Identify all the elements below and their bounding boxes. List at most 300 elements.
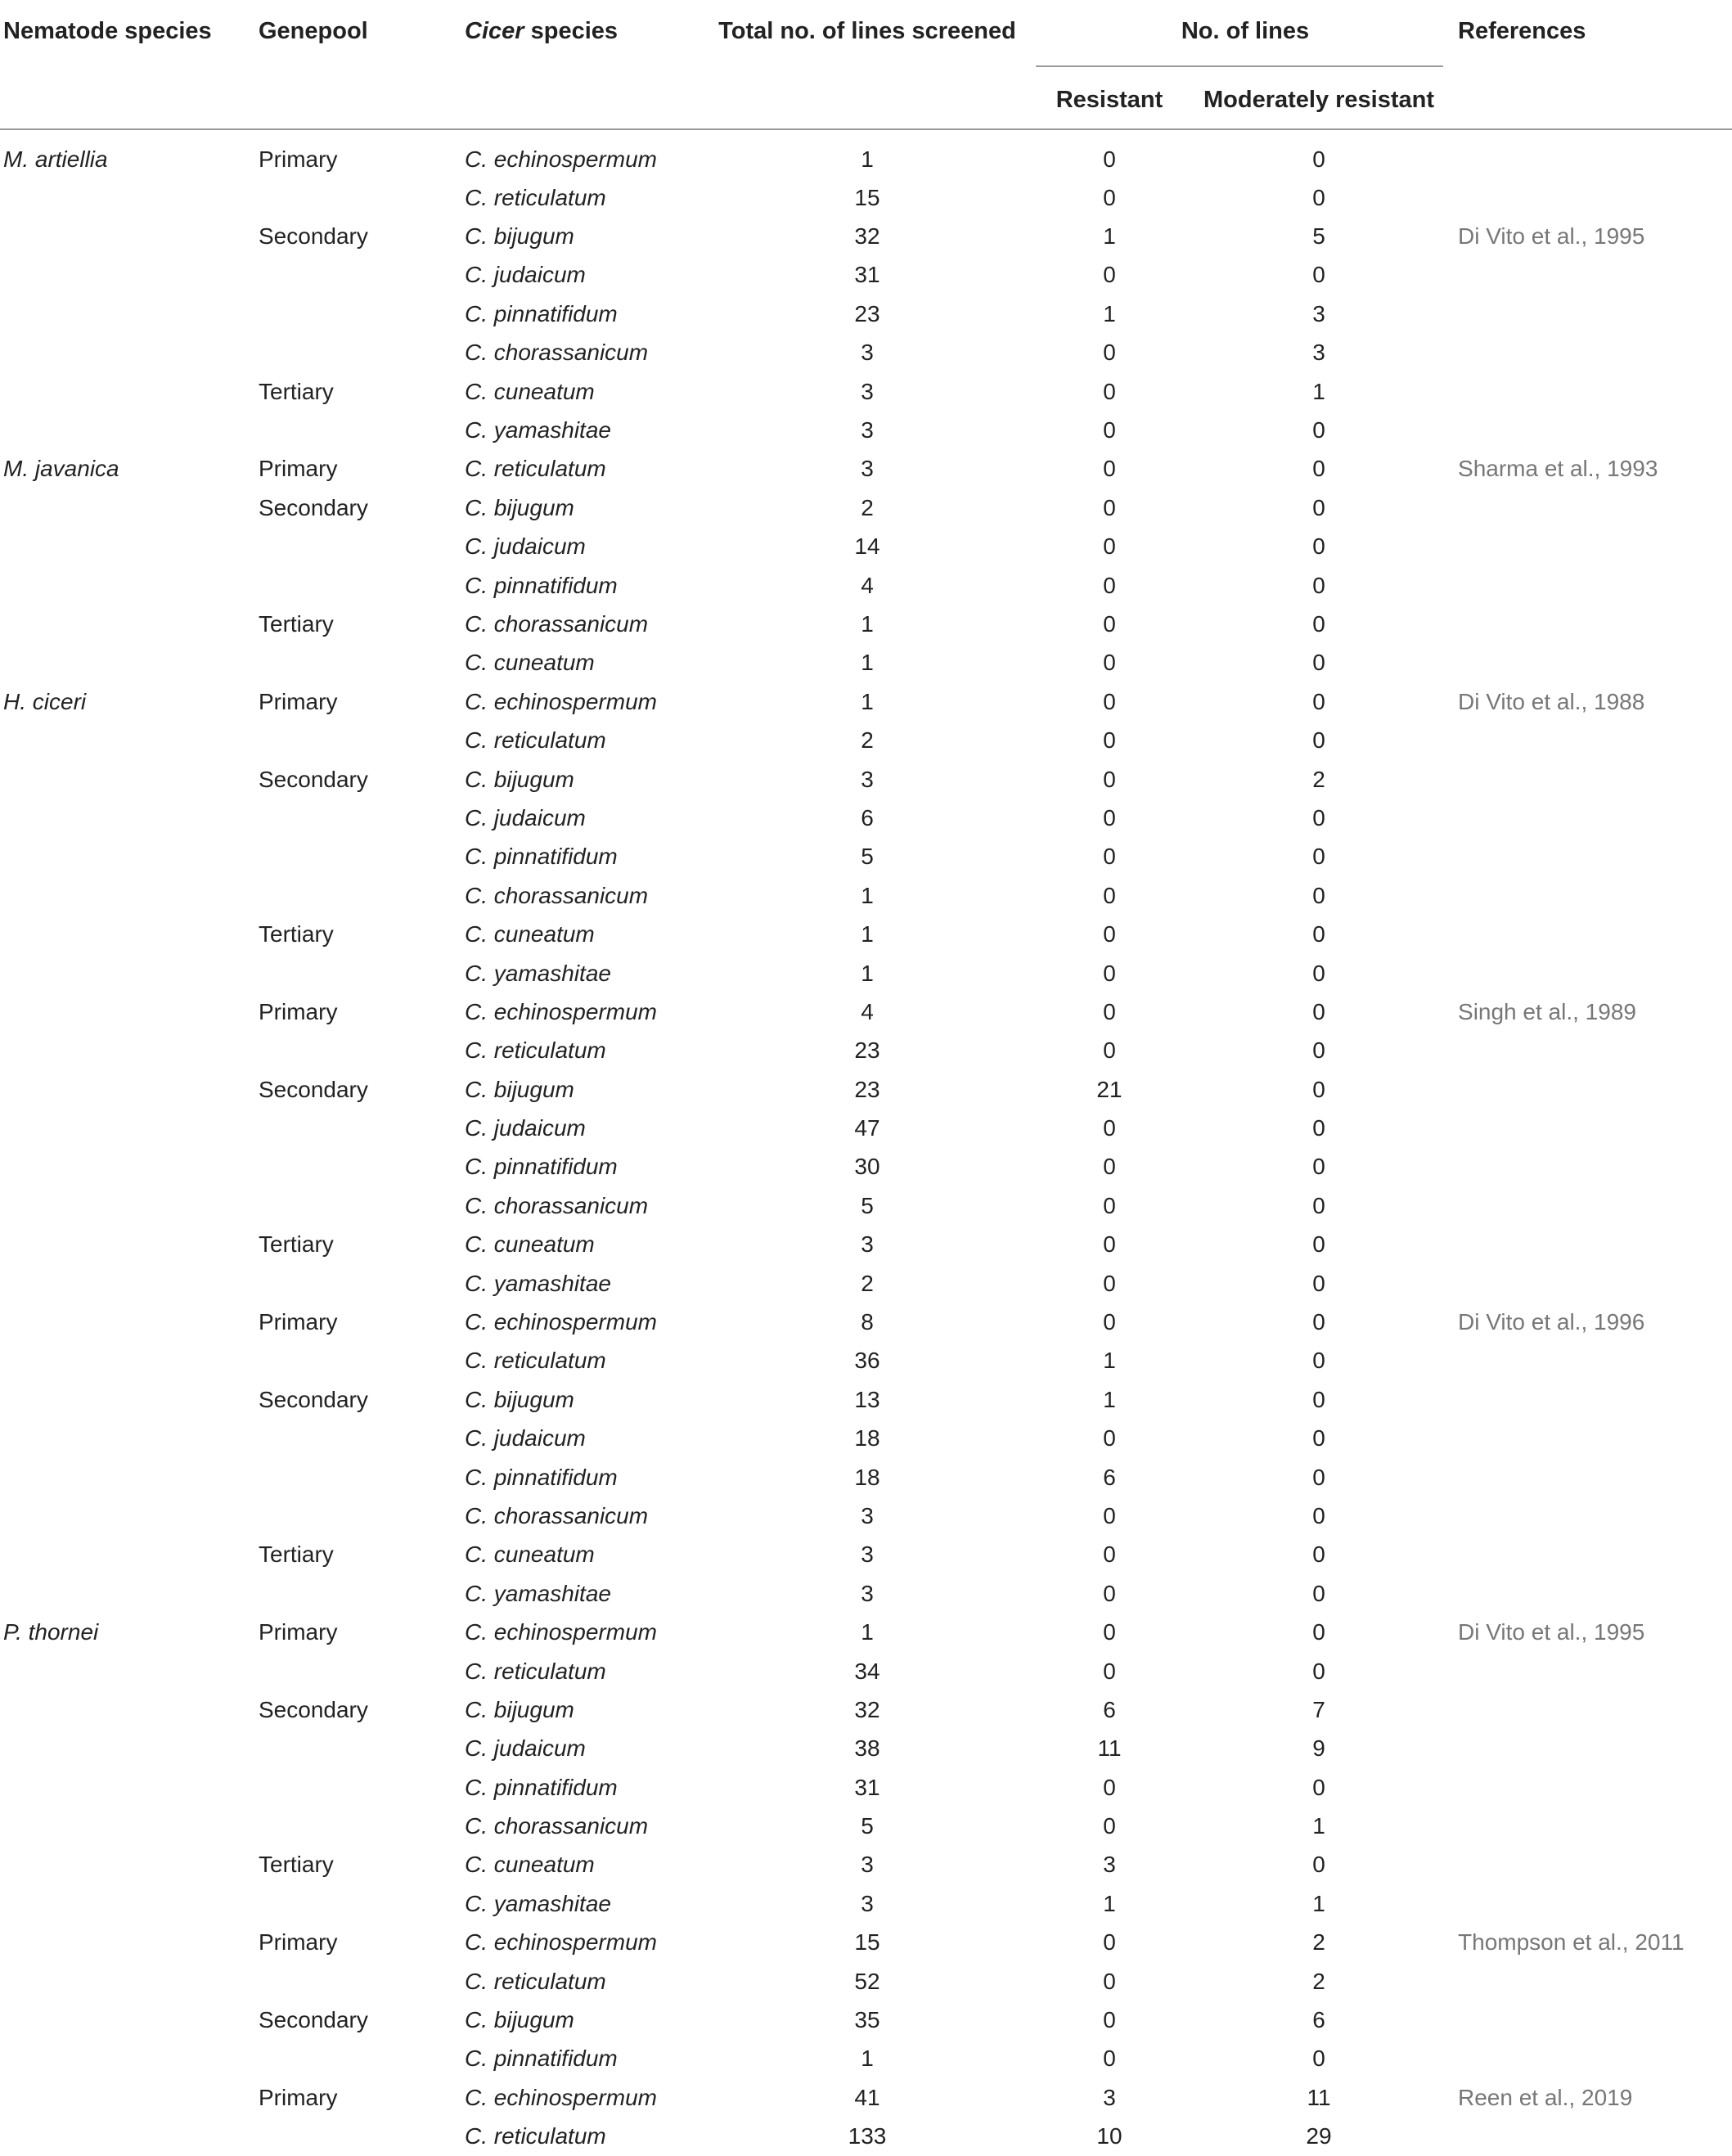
cell-resistant: 6 [1103, 1464, 1116, 1490]
cell-nematode-species [0, 217, 255, 255]
cell-genepool [255, 528, 461, 566]
cell-nematode-species [0, 1420, 255, 1458]
table-row [0, 1807, 1732, 1845]
cell-total-lines: 3 [861, 1580, 874, 1606]
cell-moderately-resistant: 6 [1312, 2007, 1325, 2033]
cell-moderately-resistant: 0 [1312, 494, 1325, 520]
cell-moderately-resistant: 0 [1312, 1542, 1325, 1568]
cell-genepool [255, 1884, 461, 1923]
cell-genepool [255, 954, 461, 992]
cell-cicer-species: C. echinospermum [465, 688, 657, 714]
cell-genepool [255, 295, 461, 333]
cell-cicer-species: C. chorassanicum [465, 1192, 649, 1218]
cell-genepool: Tertiary [259, 921, 334, 947]
cell-resistant: 0 [1103, 688, 1116, 714]
cell-total-lines: 1 [861, 1619, 874, 1645]
cell-reference [1455, 915, 1732, 953]
cell-moderately-resistant: 1 [1312, 1813, 1325, 1839]
cell-moderately-resistant: 0 [1312, 1852, 1325, 1878]
table-row [0, 2001, 1732, 2039]
cell-moderately-resistant: 0 [1312, 1774, 1325, 1800]
cell-resistant: 1 [1103, 1890, 1116, 1916]
cell-moderately-resistant: 2 [1312, 1929, 1325, 1956]
cell-cicer-species: C. chorassanicum [465, 340, 649, 366]
cell-nematode-species [0, 605, 255, 643]
cell-genepool: Primary [259, 456, 338, 482]
cell-moderately-resistant: 0 [1312, 1580, 1325, 1606]
table-row [0, 644, 1732, 682]
cell-cicer-species: C. cuneatum [465, 921, 595, 947]
cell-total-lines: 18 [854, 1464, 880, 1490]
cell-genepool [255, 1807, 461, 1845]
cell-nematode-species [0, 1924, 255, 1962]
cell-moderately-resistant: 0 [1312, 572, 1325, 598]
cell-nematode-species [0, 1846, 255, 1884]
cell-total-lines: 2 [861, 1270, 874, 1296]
cell-nematode-species [0, 295, 255, 333]
cell-total-lines: 133 [848, 2123, 887, 2149]
cell-nematode-species [0, 1690, 255, 1729]
cell-resistant: 0 [1103, 1231, 1116, 1258]
cell-resistant: 0 [1103, 340, 1116, 366]
cell-resistant: 0 [1103, 378, 1116, 404]
cell-moderately-resistant: 0 [1312, 1154, 1325, 1180]
table-row [0, 682, 1732, 721]
cell-genepool: Primary [259, 2084, 338, 2110]
header-references: References [1458, 18, 1586, 44]
cell-nematode-species [0, 566, 255, 605]
cell-nematode-species [0, 1807, 255, 1845]
cell-cicer-species: C. pinnatifidum [465, 1774, 618, 1800]
cell-moderately-resistant: 0 [1312, 882, 1325, 908]
table-row [0, 1264, 1732, 1303]
cell-total-lines: 32 [854, 223, 880, 250]
cell-nematode-species [0, 1652, 255, 1690]
table-row [0, 217, 1732, 255]
cell-cicer-species: C. cuneatum [465, 378, 595, 404]
cell-reference [1455, 1574, 1732, 1613]
cell-moderately-resistant: 0 [1312, 1425, 1325, 1452]
cell-resistant: 0 [1103, 1658, 1116, 1684]
cell-cicer-species: C. pinnatifidum [465, 1464, 618, 1490]
cell-reference [1455, 1148, 1732, 1186]
cell-genepool [255, 1264, 461, 1303]
cell-moderately-resistant: 0 [1312, 727, 1325, 754]
cell-nematode-species [0, 256, 255, 295]
cell-nematode-species [0, 411, 255, 449]
cell-reference [1455, 528, 1732, 566]
cell-total-lines: 3 [861, 1231, 874, 1258]
cell-resistant: 0 [1103, 1542, 1116, 1568]
cell-reference [1455, 1109, 1732, 1147]
cell-cicer-species: C. reticulatum [465, 1348, 606, 1374]
cell-moderately-resistant: 9 [1312, 1735, 1325, 1762]
cell-resistant: 0 [1103, 921, 1116, 947]
cell-cicer-species: C. yamashitae [465, 1270, 611, 1296]
cell-nematode-species [0, 954, 255, 992]
table-row [0, 760, 1732, 799]
cell-genepool [255, 1768, 461, 1807]
cell-total-lines: 3 [861, 340, 874, 366]
cell-resistant: 0 [1103, 1929, 1116, 1956]
cell-genepool [255, 1962, 461, 2001]
header-group-rule [1036, 65, 1443, 67]
cell-cicer-species: C. yamashitae [465, 417, 611, 443]
cell-resistant: 0 [1103, 494, 1116, 520]
cell-cicer-species: C. reticulatum [465, 1658, 606, 1684]
table-row [0, 915, 1732, 953]
cell-total-lines: 3 [861, 378, 874, 404]
cell-moderately-resistant: 0 [1312, 804, 1325, 830]
table-row [0, 721, 1732, 759]
table-row [0, 1652, 1732, 1690]
cell-cicer-species: C. bijugum [465, 1696, 574, 1722]
cell-resistant: 3 [1103, 2084, 1116, 2110]
cell-reference [1455, 1690, 1732, 1729]
cell-total-lines: 1 [861, 146, 874, 172]
table-row [0, 1536, 1732, 1574]
header-nematode-species: Nematode species [3, 18, 212, 44]
cell-reference: Thompson et al., 2011 [1458, 1929, 1685, 1956]
cell-total-lines: 2 [861, 727, 874, 754]
cell-resistant: 0 [1103, 533, 1116, 560]
cell-reference [1455, 372, 1732, 411]
cell-total-lines: 15 [854, 184, 880, 210]
cell-cicer-species: C. reticulatum [465, 456, 606, 482]
table-row [0, 1884, 1732, 1923]
cell-total-lines: 38 [854, 1735, 880, 1762]
cell-moderately-resistant: 7 [1312, 1696, 1325, 1722]
cell-total-lines: 14 [854, 533, 880, 560]
cell-moderately-resistant: 0 [1312, 610, 1325, 637]
table-row [0, 838, 1732, 876]
cell-cicer-species: C. judaicum [465, 1735, 586, 1762]
cell-genepool: Secondary [259, 1076, 368, 1102]
header-cicer-italic: Cicer [465, 18, 524, 44]
table-row [0, 1574, 1732, 1613]
cell-nematode-species [0, 1264, 255, 1303]
cell-resistant: 10 [1096, 2123, 1122, 2149]
cell-moderately-resistant: 0 [1312, 688, 1325, 714]
cell-reference [1455, 1536, 1732, 1574]
header-no-of-lines-label: No. of lines [1181, 18, 1310, 44]
cell-moderately-resistant: 0 [1312, 998, 1325, 1024]
cell-cicer-species: C. pinnatifidum [465, 572, 618, 598]
cell-nematode-species [0, 372, 255, 411]
cell-total-lines: 47 [854, 1115, 880, 1141]
table-row [0, 372, 1732, 411]
cell-nematode-species [0, 1574, 255, 1613]
cell-resistant: 0 [1103, 456, 1116, 482]
table-row [0, 1303, 1732, 1341]
cell-total-lines: 30 [854, 1154, 880, 1180]
cell-reference [1455, 488, 1732, 527]
cell-total-lines: 3 [861, 1502, 874, 1528]
cell-nematode-species [0, 644, 255, 682]
cell-genepool [255, 876, 461, 915]
cell-moderately-resistant: 3 [1312, 300, 1325, 326]
cell-moderately-resistant: 0 [1312, 960, 1325, 986]
cell-cicer-species: C. bijugum [465, 766, 574, 792]
cell-reference [1455, 1264, 1732, 1303]
cell-total-lines: 41 [854, 2084, 880, 2110]
cell-total-lines: 3 [861, 456, 874, 482]
cell-reference [1455, 334, 1732, 372]
cell-moderately-resistant: 1 [1312, 378, 1325, 404]
cell-cicer-species: C. chorassanicum [465, 882, 649, 908]
cell-cicer-species: C. cuneatum [465, 1231, 595, 1258]
cell-cicer-species: C. yamashitae [465, 960, 611, 986]
cell-reference [1455, 129, 1732, 178]
cell-nematode-species: P. thornei [3, 1619, 99, 1645]
cell-resistant: 0 [1103, 1774, 1116, 1800]
cell-nematode-species [0, 1148, 255, 1186]
table-row [0, 295, 1732, 333]
cell-cicer-species: C. cuneatum [465, 1852, 595, 1878]
table-row [0, 1768, 1732, 1807]
cell-genepool: Primary [259, 146, 338, 172]
cell-nematode-species [0, 721, 255, 759]
cell-moderately-resistant: 0 [1312, 1270, 1325, 1296]
cell-nematode-species [0, 1303, 255, 1341]
cell-nematode-species [0, 1342, 255, 1380]
cell-nematode-species [0, 2118, 255, 2156]
cell-genepool: Secondary [259, 1696, 368, 1722]
cell-resistant: 0 [1103, 1270, 1116, 1296]
cell-cicer-species: C. echinospermum [465, 2084, 657, 2110]
table-row [0, 1420, 1732, 1458]
cell-moderately-resistant: 0 [1312, 146, 1325, 172]
cell-reference [1455, 1342, 1732, 1380]
cell-cicer-species: C. chorassanicum [465, 1502, 649, 1528]
cell-total-lines: 18 [854, 1425, 880, 1452]
cell-moderately-resistant: 1 [1312, 1890, 1325, 1916]
cell-genepool: Tertiary [259, 610, 334, 637]
cell-nematode-species [0, 2078, 255, 2117]
table-row [0, 1690, 1732, 1729]
cell-reference [1455, 178, 1732, 217]
cell-moderately-resistant: 0 [1312, 844, 1325, 870]
table-row [0, 450, 1732, 488]
cell-cicer-species: C. pinnatifidum [465, 1154, 618, 1180]
cell-nematode-species [0, 1962, 255, 2001]
cell-cicer-species: C. cuneatum [465, 650, 595, 676]
cell-resistant: 0 [1103, 766, 1116, 792]
cell-resistant: 21 [1096, 1076, 1122, 1102]
cell-genepool [255, 799, 461, 837]
cell-nematode-species [0, 334, 255, 372]
cell-genepool [255, 1342, 461, 1380]
cell-moderately-resistant: 0 [1312, 1348, 1325, 1374]
table-row [0, 488, 1732, 527]
cell-total-lines: 1 [861, 882, 874, 908]
cell-cicer-species: C. reticulatum [465, 184, 606, 210]
cell-cicer-species: C. pinnatifidum [465, 300, 618, 326]
cell-reference [1455, 1730, 1732, 1768]
cell-total-lines: 1 [861, 921, 874, 947]
cell-total-lines: 31 [854, 262, 880, 288]
cell-total-lines: 15 [854, 1929, 880, 1956]
cell-genepool [255, 644, 461, 682]
cell-total-lines: 35 [854, 2007, 880, 2033]
cell-genepool [255, 411, 461, 449]
cell-cicer-species: C. reticulatum [465, 1037, 606, 1064]
cell-resistant: 0 [1103, 1580, 1116, 1606]
table-row [0, 1186, 1732, 1225]
cell-reference: Sharma et al., 1993 [1458, 456, 1658, 482]
cell-genepool [255, 721, 461, 759]
cell-moderately-resistant: 0 [1312, 1231, 1325, 1258]
cell-cicer-species: C. bijugum [465, 2007, 574, 2033]
cell-resistant: 0 [1103, 1619, 1116, 1645]
cell-resistant: 0 [1103, 998, 1116, 1024]
cell-genepool [255, 1186, 461, 1225]
cell-total-lines: 13 [854, 1386, 880, 1412]
cell-nematode-species [0, 1380, 255, 1419]
cell-nematode-species [0, 876, 255, 915]
table-row [0, 605, 1732, 643]
cell-cicer-species: C. judaicum [465, 1425, 586, 1452]
cell-reference [1455, 2040, 1732, 2078]
cell-genepool: Secondary [259, 2007, 368, 2033]
table-row [0, 1730, 1732, 1768]
cell-total-lines: 23 [854, 1037, 880, 1064]
table-row [0, 129, 1732, 178]
cell-genepool [255, 1148, 461, 1186]
cell-nematode-species [0, 178, 255, 217]
cell-genepool: Secondary [259, 494, 368, 520]
cell-reference [1455, 411, 1732, 449]
cell-resistant: 11 [1097, 1735, 1122, 1762]
table-row [0, 799, 1732, 837]
cell-nematode-species [0, 838, 255, 876]
cell-genepool [255, 1497, 461, 1535]
table-row [0, 1380, 1732, 1419]
cell-nematode-species [0, 1536, 255, 1574]
table-row [0, 1070, 1732, 1109]
cell-moderately-resistant: 0 [1312, 417, 1325, 443]
cell-resistant: 1 [1103, 1348, 1116, 1374]
cell-genepool [255, 1574, 461, 1613]
table-row [0, 256, 1732, 295]
cell-nematode-species [0, 760, 255, 799]
cell-moderately-resistant: 0 [1312, 1502, 1325, 1528]
cell-reference [1455, 876, 1732, 915]
cell-nematode-species [0, 1186, 255, 1225]
cell-cicer-species: C. bijugum [465, 1386, 574, 1412]
cell-genepool: Primary [259, 998, 338, 1024]
cell-moderately-resistant: 0 [1312, 184, 1325, 210]
cell-cicer-species: C. reticulatum [465, 727, 606, 754]
cell-moderately-resistant: 0 [1312, 1464, 1325, 1490]
cell-moderately-resistant: 0 [1312, 650, 1325, 676]
table-row [0, 1962, 1732, 2001]
cell-nematode-species [0, 1458, 255, 1497]
header-moderately-resistant: Moderately resistant [1203, 87, 1435, 113]
table-row [0, 528, 1732, 566]
cell-nematode-species: M. artiellia [3, 146, 108, 172]
cell-moderately-resistant: 0 [1312, 2046, 1325, 2072]
cell-resistant: 6 [1103, 1696, 1116, 1722]
cell-nematode-species [0, 799, 255, 837]
table-row [0, 1109, 1732, 1147]
cell-moderately-resistant: 0 [1312, 921, 1325, 947]
cell-total-lines: 34 [854, 1658, 880, 1684]
cell-genepool [255, 1730, 461, 1768]
cell-reference [1455, 644, 1732, 682]
cell-reference [1455, 721, 1732, 759]
cell-reference [1455, 256, 1732, 295]
cell-reference [1455, 1846, 1732, 1884]
cell-resistant: 0 [1103, 1192, 1116, 1218]
header-total-lines: Total no. of lines screened [718, 18, 1016, 44]
cell-genepool [255, 1420, 461, 1458]
cell-nematode-species [0, 1109, 255, 1147]
cell-total-lines: 3 [861, 417, 874, 443]
cell-reference [1455, 1380, 1732, 1419]
cell-resistant: 0 [1103, 1154, 1116, 1180]
cell-resistant: 0 [1103, 262, 1116, 288]
cell-reference: Singh et al., 1989 [1458, 998, 1636, 1024]
cell-moderately-resistant: 3 [1312, 340, 1325, 366]
cell-reference [1455, 295, 1732, 333]
cell-resistant: 0 [1103, 1502, 1116, 1528]
table-row [0, 954, 1732, 992]
header-cicer-rest: species [524, 18, 619, 44]
cell-moderately-resistant: 0 [1312, 1076, 1325, 1102]
table-row [0, 1148, 1732, 1186]
cell-moderately-resistant: 0 [1312, 1658, 1325, 1684]
cell-moderately-resistant: 0 [1312, 262, 1325, 288]
cell-moderately-resistant: 11 [1307, 2084, 1331, 2110]
cell-genepool [255, 1652, 461, 1690]
cell-total-lines: 4 [861, 572, 874, 598]
cell-genepool: Primary [259, 1619, 338, 1645]
cell-nematode-species [0, 1032, 255, 1070]
cell-resistant: 0 [1103, 1968, 1116, 1994]
cell-moderately-resistant: 0 [1312, 1192, 1325, 1218]
cell-reference [1455, 2118, 1732, 2156]
cell-genepool [255, 2040, 461, 2078]
cell-nematode-species [0, 992, 255, 1031]
header-genepool: Genepool [259, 18, 368, 44]
cell-total-lines: 31 [854, 1774, 880, 1800]
cell-genepool: Tertiary [259, 378, 334, 404]
cell-moderately-resistant: 0 [1312, 1619, 1325, 1645]
cell-total-lines: 1 [861, 960, 874, 986]
cell-moderately-resistant: 0 [1312, 1037, 1325, 1064]
table-row [0, 2118, 1732, 2156]
cell-nematode-species: M. javanica [3, 456, 119, 482]
cell-reference: Di Vito et al., 1995 [1458, 1619, 1645, 1645]
cell-reference [1455, 2001, 1732, 2039]
cell-nematode-species [0, 1070, 255, 1109]
table-row [0, 1924, 1732, 1962]
cell-reference [1455, 1768, 1732, 1807]
cell-cicer-species: C. chorassanicum [465, 610, 649, 637]
header-resistant: Resistant [1055, 87, 1163, 113]
cell-nematode-species [0, 1226, 255, 1264]
table-row [0, 992, 1732, 1031]
cell-reference [1455, 1420, 1732, 1458]
cell-genepool: Primary [259, 1929, 338, 1956]
header-no-of-lines [1036, 0, 1455, 67]
cell-moderately-resistant: 0 [1312, 1115, 1325, 1141]
table-row [0, 1032, 1732, 1070]
cell-resistant: 0 [1103, 844, 1116, 870]
cell-total-lines: 23 [854, 1076, 880, 1102]
cell-genepool: Tertiary [259, 1231, 334, 1258]
